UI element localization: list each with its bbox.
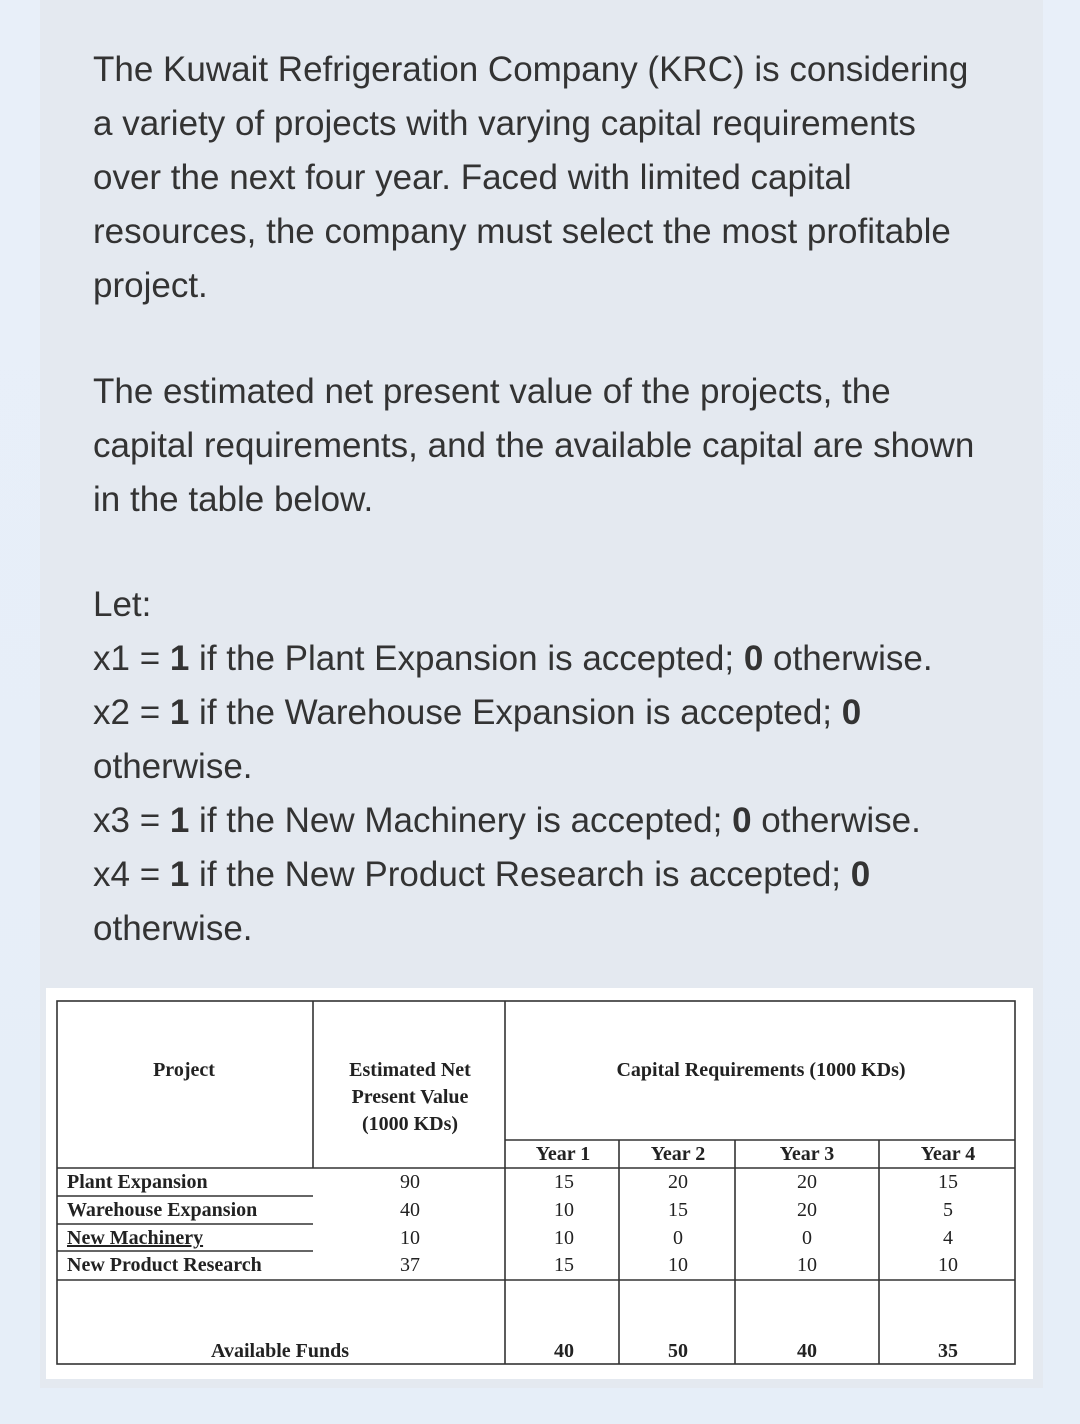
header-npv-line3: (1000 KDs) [361,1113,459,1135]
paragraph-1-text: The Kuwait Refrigeration Company (KRC) is considering a variety of projects with varying capital requirements over the next four year. Faced with limited capital resources, the company must select the most profitable project. [93,50,969,305]
variable-definitions [93,578,993,956]
intro-paragraph-1 [93,43,993,313]
funds-year-2: 50 [668,1340,688,1362]
text-x2: if the Warehouse Expansion is accepted; [189,693,842,732]
paragraph-2-text: The estimated net present value of the projects, the capital requirements, and the available capital are shown in the table below. [93,372,975,519]
end-x4: otherwise. [93,909,253,948]
funds-year-3: 40 [797,1340,817,1362]
text-x1: if the Plant Expansion is accepted; [189,639,744,678]
value-zero-x2: 0 [841,693,862,732]
row-2-project: Warehouse Expansion [67,1199,258,1221]
row-4-project: New Product Research [67,1254,262,1276]
var-x3: x3 = [93,801,170,840]
value-zero-x3: 0 [732,801,752,840]
definition-x1 [93,632,993,686]
row-3-project: New Machinery [67,1227,204,1249]
text-x4: if the New Product Research is accepted; [189,855,851,894]
var-x1: x1 = [93,639,170,678]
row-4-year-3: 10 [797,1254,817,1276]
row-2-year-3: 20 [797,1199,817,1221]
row-1-npv: 90 [400,1171,420,1193]
var-x4: x4 = [93,855,170,894]
var-x2: x2 = [93,693,170,732]
header-npv-line2: Present Value [351,1086,469,1108]
row-2-year-4: 5 [943,1199,953,1221]
row-2-npv: 40 [400,1199,420,1221]
text-x3: if the New Machinery is accepted; [189,801,733,840]
row-1-year-2: 20 [668,1171,688,1193]
row-1-year-1: 15 [554,1171,574,1193]
value-one-x3: 1 [169,801,190,840]
end-x2: otherwise. [93,747,253,786]
value-one-x2: 1 [169,693,190,732]
value-one-x1: 1 [169,639,190,678]
value-zero-x4: 0 [850,855,871,894]
end-x3: otherwise. [751,801,921,840]
row-4-year-1: 15 [554,1254,574,1276]
value-zero-x1: 0 [743,639,764,678]
row-3-year-4: 4 [943,1227,953,1249]
header-capital-requirements: Capital Requirements (1000 KDs) [616,1059,906,1081]
row-1-project: Plant Expansion [67,1171,208,1193]
header-project: Project [153,1059,215,1081]
row-3-npv: 10 [400,1227,420,1249]
value-one-x4: 1 [169,855,190,894]
end-x1: otherwise. [763,639,933,678]
header-year-2: Year 2 [650,1143,706,1165]
funds-year-1: 40 [554,1340,574,1362]
header-year-4: Year 4 [920,1143,976,1165]
row-4-npv: 37 [400,1254,420,1276]
row-4-year-4: 10 [938,1254,958,1276]
available-funds-label: Available Funds [211,1340,349,1362]
intro-paragraph-2 [93,365,993,527]
row-3-year-2: 0 [673,1227,683,1249]
definition-x3 [93,794,993,848]
row-4-year-2: 10 [668,1254,688,1276]
header-year-3: Year 3 [779,1143,835,1165]
row-2-year-2: 15 [668,1199,688,1221]
funds-year-4: 35 [938,1340,958,1362]
row-1-year-3: 20 [797,1171,817,1193]
let-label: Let: [93,585,152,624]
row-3-year-1: 10 [554,1227,574,1249]
capital-requirements-table [46,988,1033,1379]
row-3-year-3: 0 [802,1227,812,1249]
definition-x2 [93,686,993,794]
row-1-year-4: 15 [938,1171,958,1193]
definition-x4 [93,848,993,956]
header-year-1: Year 1 [535,1143,591,1165]
header-npv-line1: Estimated Net [349,1059,471,1081]
row-2-year-1: 10 [554,1199,574,1221]
